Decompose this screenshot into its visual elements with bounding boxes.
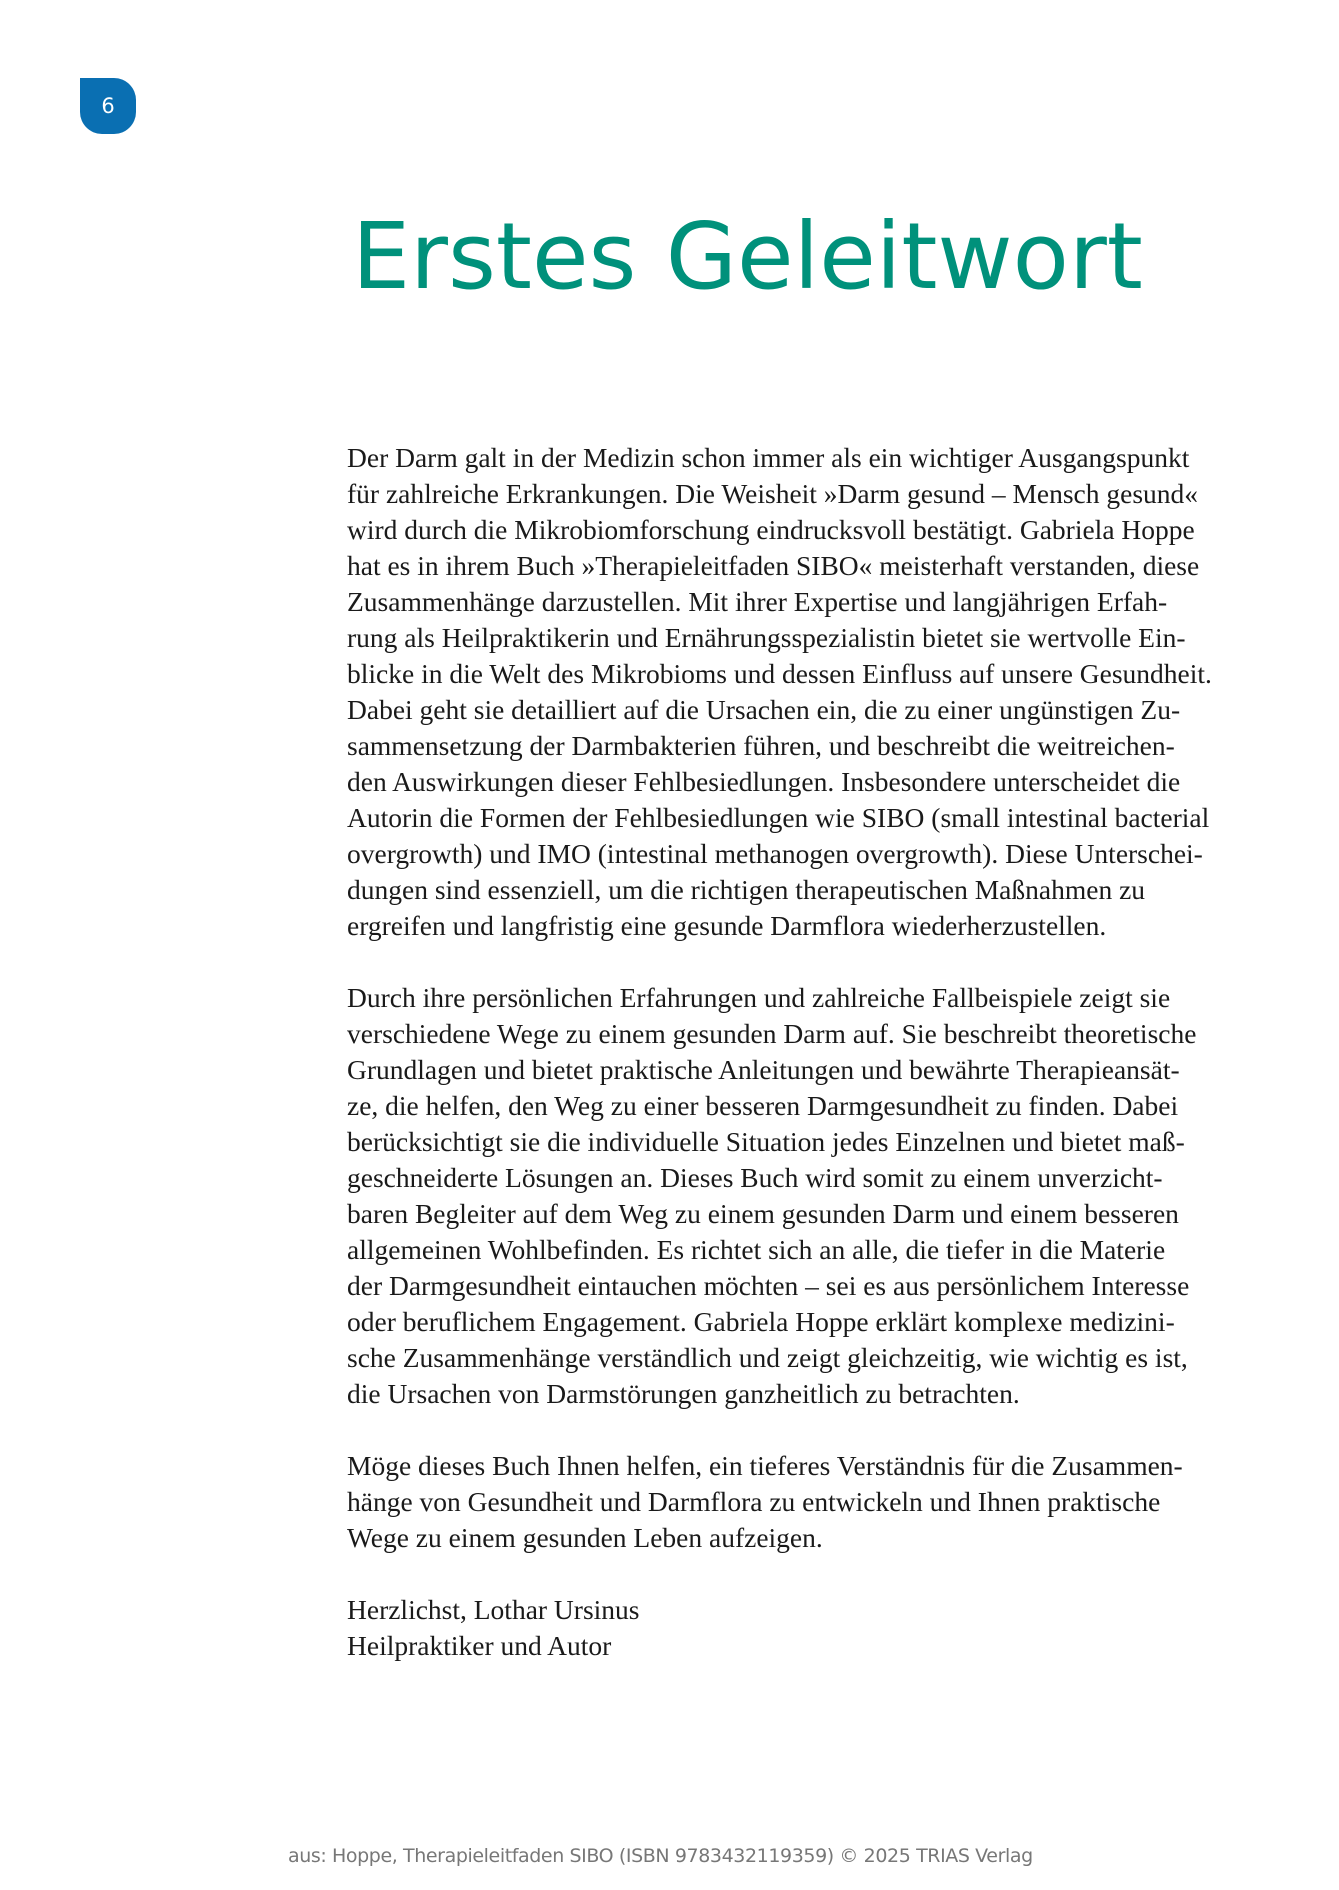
text-line: Autorin die Formen der Fehlbesiedlungen wie SIBO (small intestinal bacterial xyxy=(347,802,1210,833)
text-line: sche Zusammenhänge verständlich und zeigt gleichzeitig, wie wichtig es ist, xyxy=(347,1342,1188,1373)
page-title: Erstes Geleitwort xyxy=(352,203,1143,310)
text-line: overgrowth) und IMO (intestinal methanogen overgrowth). Diese Unterschei- xyxy=(347,838,1203,869)
text-line: hat es in ihrem Buch »Therapieleitfaden SIBO« meisterhaft verstanden, diese xyxy=(347,550,1200,581)
text-line: wird durch die Mikrobiomforschung eindrucksvoll bestätigt. Gabriela Hoppe xyxy=(347,514,1195,545)
text-line: Möge dieses Buch Ihnen helfen, ein tieferes Verständnis für die Zusammen- xyxy=(347,1450,1183,1481)
text-line: berücksichtigt sie die individuelle Situation jedes Einzelnen und bietet maß- xyxy=(347,1126,1185,1157)
text-line: ze, die helfen, den Weg zu einer besseren Darmgesundheit zu finden. Dabei xyxy=(347,1090,1179,1121)
text-line: der Darmgesundheit eintauchen möchten – sei es aus persönlichem Interesse xyxy=(347,1270,1190,1301)
foreword-body xyxy=(347,440,1247,1664)
text-line: Durch ihre persönlichen Erfahrungen und zahlreiche Fallbeispiele zeigt sie xyxy=(347,982,1171,1013)
text-line: Wege zu einem gesunden Leben aufzeigen. xyxy=(347,1522,823,1553)
footer-citation: aus: Hoppe, Therapieleitfaden SIBO (ISBN 9783432119359) © 2025 TRIAS Verlag xyxy=(288,1845,1033,1867)
text-line: Der Darm galt in der Medizin schon immer als ein wichtiger Ausgangspunkt xyxy=(347,442,1190,473)
text-line: geschneiderte Lösungen an. Dieses Buch wird somit zu einem unverzicht- xyxy=(347,1162,1163,1193)
text-line: ergreifen und langfristig eine gesunde Darmflora wiederherzustellen. xyxy=(347,910,1107,941)
text-line: Heilpraktiker und Autor xyxy=(347,1630,612,1661)
text-line: blicke in die Welt des Mikrobioms und dessen Einfluss auf unsere Gesundheit. xyxy=(347,658,1212,689)
paragraph-gap xyxy=(347,1556,1247,1592)
text-line: für zahlreiche Erkrankungen. Die Weisheit »Darm gesund – Mensch gesund« xyxy=(347,478,1199,509)
text-line: Zusammenhänge darzustellen. Mit ihrer Expertise und langjährigen Erfah- xyxy=(347,586,1168,617)
text-line: dungen sind essenziell, um die richtigen therapeutischen Maßnahmen zu xyxy=(347,874,1146,905)
page-number: 6 xyxy=(101,94,115,118)
text-line: baren Begleiter auf dem Weg zu einem gesunden Darm und einem besseren xyxy=(347,1198,1179,1229)
text-line: Herzlichst, Lothar Ursinus xyxy=(347,1594,640,1625)
text-line: den Auswirkungen dieser Fehlbesiedlungen. Insbesondere unterscheidet die xyxy=(347,766,1181,797)
text-line: allgemeinen Wohlbefinden. Es richtet sich an alle, die tiefer in die Materie xyxy=(347,1234,1166,1265)
paragraph-gap xyxy=(347,944,1247,980)
text-line: Dabei geht sie detailliert auf die Ursachen ein, die zu einer ungünstigen Zu- xyxy=(347,694,1181,725)
text-line: sammensetzung der Darmbakterien führen, und beschreibt die weitreichen- xyxy=(347,730,1175,761)
text-line: oder beruflichem Engagement. Gabriela Hoppe erklärt komplexe medizini- xyxy=(347,1306,1175,1337)
page-number-badge xyxy=(80,78,136,134)
text-line: hänge von Gesundheit und Darmflora zu entwickeln und Ihnen praktische xyxy=(347,1486,1161,1517)
text-line: rung als Heilpraktikerin und Ernährungsspezialistin bietet sie wertvolle Ein- xyxy=(347,622,1186,653)
paragraph-gap xyxy=(347,1412,1247,1448)
text-line: Grundlagen und bietet praktische Anleitungen und bewährte Therapieansät- xyxy=(347,1054,1180,1085)
text-line: verschiedene Wege zu einem gesunden Darm auf. Sie beschreibt theoretische xyxy=(347,1018,1197,1049)
text-line: die Ursachen von Darmstörungen ganzheitlich zu betrachten. xyxy=(347,1378,1020,1409)
